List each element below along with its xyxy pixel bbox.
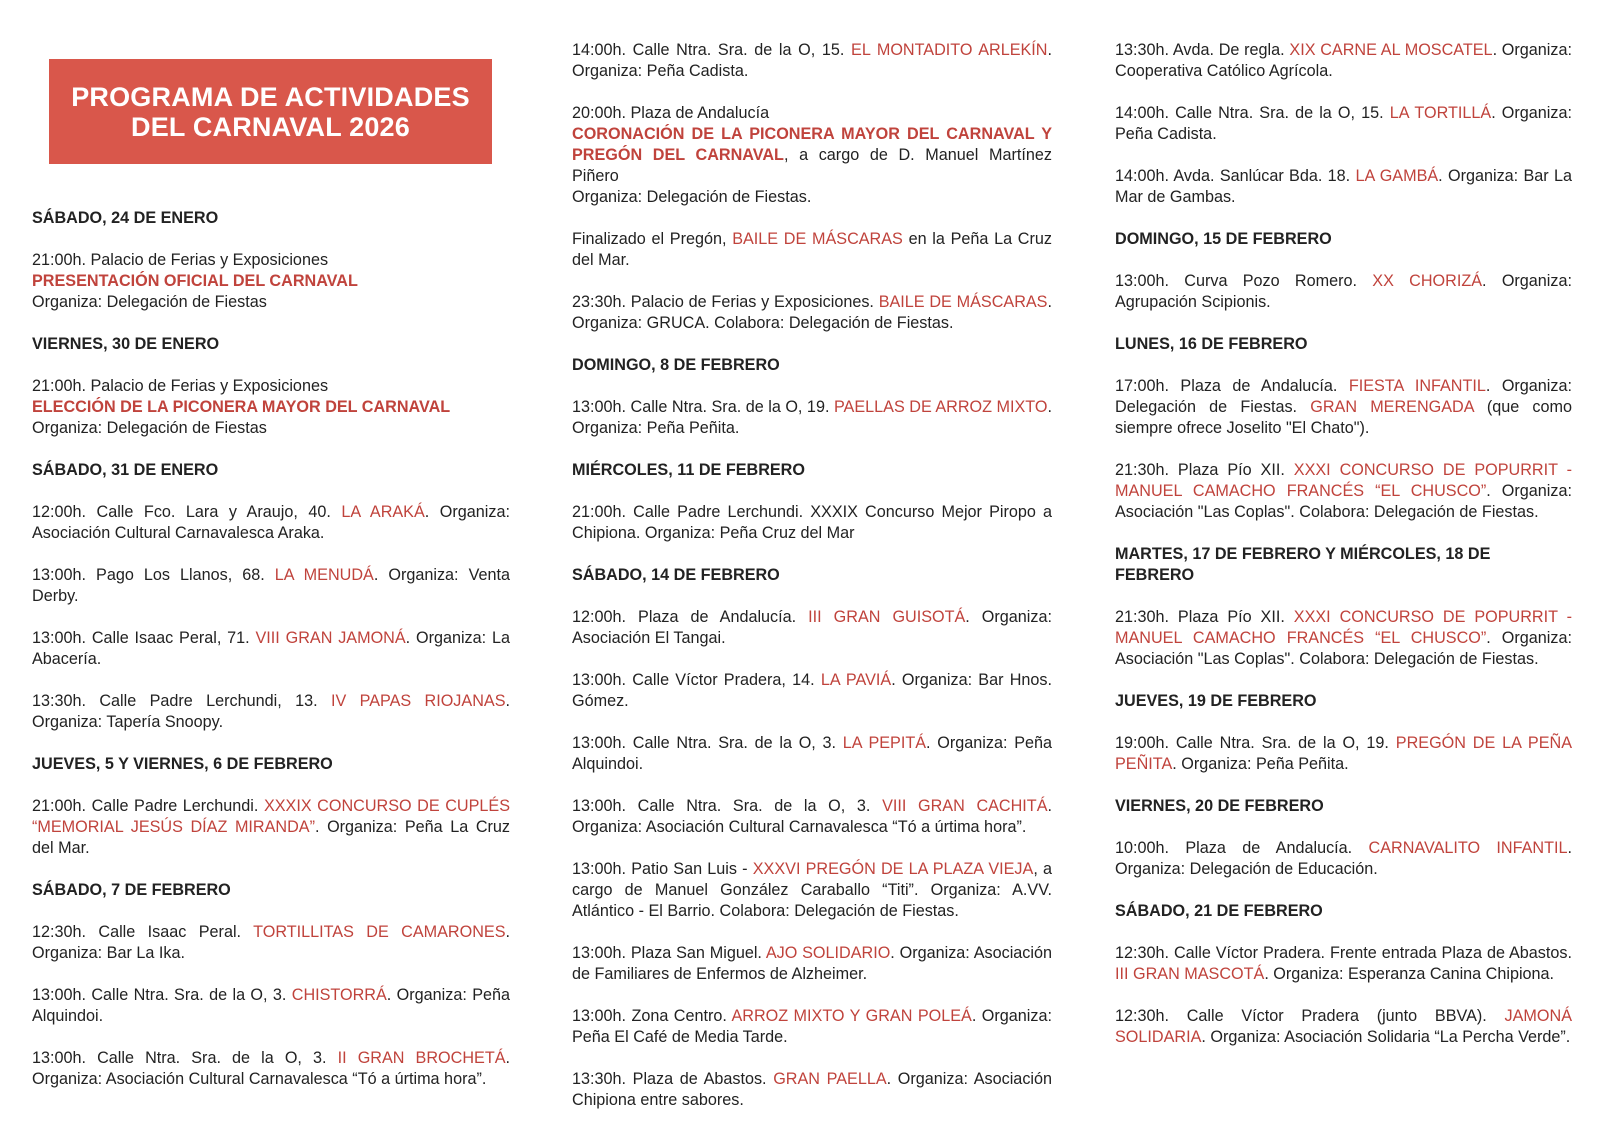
event-title: ELECCIÓN DE LA PICONERA MAYOR DEL CARNAVAL (32, 398, 451, 416)
event-text: . Organiza: Agrupación Scipionis. (1115, 272, 1572, 311)
event-entry (572, 796, 1052, 838)
event-text: . Organiza: Tapería Snoopy. (32, 692, 510, 731)
event-text: 12:30h. Calle Isaac Peral. (32, 923, 254, 941)
title-line-1: PROGRAMA DE ACTIVIDADES (71, 81, 470, 112)
event-text: 13:00h. Calle Ntra. Sra. de la O, 19. (572, 398, 834, 416)
event-text: . Organiza: Peña Alquindoi. (32, 986, 510, 1025)
event-title: LA PEPITÁ (842, 734, 927, 752)
event-title: CHISTORRÁ (291, 986, 387, 1004)
program-title-box (49, 59, 492, 164)
event-text: 14:00h. Calle Ntra. Sra. de la O, 15. (1115, 104, 1390, 122)
event-entry (32, 565, 510, 607)
event-title: XXXI CONCURSO DE POPURRIT - MANUEL CAMACHO FRANCÉS “EL CHUSCO” (1115, 608, 1572, 647)
event-text: 12:00h. Plaza de Andalucía. (572, 608, 809, 626)
event-entry (32, 1048, 510, 1090)
event-title: JAMONÁ SOLIDARIA (1115, 1007, 1572, 1046)
event-text: , a cargo de Manuel González Caraballo “Titi”. Organiza: A.VV. Atlántico - El Barrio. Colabora: Delegación de Fiestas. (572, 860, 1053, 920)
event-text: . Organiza: Bar La Mar de Gambas. (1115, 167, 1572, 206)
day-heading: JUEVES, 19 DE FEBRERO (1115, 692, 1317, 710)
event-entry (32, 691, 510, 733)
event-text: 13:00h. Patio San Luis - (572, 860, 753, 878)
event-entry (572, 1006, 1052, 1048)
day-heading: SÁBADO, 24 DE ENERO (32, 209, 219, 227)
event-text: 12:30h. Calle Víctor Pradera (junto BBVA). (1115, 1007, 1505, 1025)
event-text: . Organiza: La Abacería. (32, 629, 510, 668)
event-entry (32, 502, 510, 544)
event-title: LA PAVIÁ (820, 671, 892, 689)
event-title: III GRAN GUISOTÁ (808, 608, 966, 626)
event-title: XX CHORIZÁ (1372, 272, 1483, 290)
event-entry (572, 397, 1052, 439)
event-text: Finalizado el Pregón, (572, 230, 733, 248)
event-title: LA ARAKÁ (341, 503, 425, 521)
event-text: Organiza: Delegación de Fiestas. (572, 188, 812, 206)
day-heading: VIERNES, 20 DE FEBRERO (1115, 797, 1324, 815)
event-entry (32, 796, 510, 859)
event-text: . Organiza: Peña Cadista. (572, 41, 1052, 80)
event-entry (32, 985, 510, 1027)
event-text: 13:00h. Calle Ntra. Sra. de la O, 3. (572, 734, 843, 752)
event-title: GRAN PAELLA (773, 1070, 887, 1088)
day-heading: MARTES, 17 DE FEBRERO Y MIÉRCOLES, 18 DE FEBRERO (1115, 545, 1491, 584)
column-1 (32, 59, 510, 1111)
event-entry (572, 733, 1052, 775)
event-title: CARNAVALITO INFANTIL (1368, 839, 1568, 857)
event-text: en la Peña La Cruz del Mar. (572, 230, 1052, 269)
event-text: 21:30h. Plaza Pío XII. (1115, 461, 1294, 479)
day-heading: MIÉRCOLES, 11 DE FEBRERO (572, 461, 805, 479)
event-entry (1115, 103, 1572, 145)
event-text: . Organiza: Delegación de Educación. (1115, 839, 1572, 878)
event-entry (1115, 943, 1572, 985)
event-text: 14:00h. Calle Ntra. Sra. de la O, 15. (572, 41, 852, 59)
event-text: 13:00h. Plaza San Miguel. (572, 944, 766, 962)
column-1-body (32, 208, 510, 1090)
event-title: CORONACIÓN DE LA PICONERA MAYOR DEL CARNAVAL Y PREGÓN DEL CARNAVAL (572, 125, 1052, 164)
event-text: 17:00h. Plaza de Andalucía. (1115, 377, 1349, 395)
event-text: . Organiza: Asociación de Familiares de Enfermos de Alzheimer. (572, 944, 1052, 983)
event-text: , a cargo de D. Manuel Martínez Piñero (572, 146, 1053, 185)
event-text: 13:30h. Plaza de Abastos. (572, 1070, 774, 1088)
event-text: . Organiza: Asociación El Tangai. (572, 608, 1052, 647)
event-text: . Organiza: Peña Cadista. (1115, 104, 1572, 143)
title-line-2: DEL CARNAVAL 2026 (131, 111, 410, 142)
event-entry (572, 40, 1052, 82)
event-text: . Organiza: Asociación Chipiona entre sabores. (572, 1070, 1053, 1109)
event-text: 13:00h. Zona Centro. (572, 1007, 732, 1025)
event-text: 12:30h. Calle Víctor Pradera. Frente entrada Plaza de Abastos. (1115, 944, 1572, 962)
event-entry (572, 229, 1052, 271)
event-title: XXXIX CONCURSO DE CUPLÉS “MEMORIAL JESÚS DÍAZ MIRANDA” (32, 797, 510, 836)
event-text: . Organiza: Asociación Cultural Carnavalesca “Tó a úrtima hora”. (32, 1049, 510, 1088)
event-title: LA MENUDÁ (274, 566, 374, 584)
event-text: . Organiza: Asociación Cultural Carnavalesca Araka. (32, 503, 510, 542)
event-text: Organiza: Delegación de Fiestas (32, 293, 267, 311)
event-title: VIII GRAN CACHITÁ (882, 797, 1048, 815)
event-entry (32, 250, 510, 313)
event-entry (572, 292, 1052, 334)
event-entry (572, 670, 1052, 712)
event-text: . Organiza: Asociación Cultural Carnavalesca “Tó a úrtima hora”. (572, 797, 1052, 836)
event-title: LA TORTILLÁ (1389, 104, 1492, 122)
event-text: 13:30h. Calle Padre Lerchundi, 13. (32, 692, 331, 710)
event-text: 21:00h. Palacio de Ferias y Exposiciones (32, 377, 329, 395)
event-text: 19:00h. Calle Ntra. Sra. de la O, 19. (1115, 734, 1396, 752)
day-heading: SÁBADO, 21 DE FEBRERO (1115, 902, 1323, 920)
event-text: . Organiza: Peña Alquindoi. (572, 734, 1052, 773)
day-heading: SÁBADO, 31 DE ENERO (32, 461, 219, 479)
event-text: 13:00h. Calle Isaac Peral, 71. (32, 629, 256, 647)
event-entry (32, 922, 510, 964)
event-text: . Organiza: Cooperativa Católico Agrícola. (1115, 41, 1572, 80)
event-text: . Organiza: Venta Derby. (32, 566, 510, 605)
event-text: 13:30h. Avda. De regla. (1115, 41, 1290, 59)
column-2 (572, 40, 1052, 1132)
day-heading: JUEVES, 5 Y VIERNES, 6 DE FEBRERO (32, 755, 333, 773)
event-entry (1115, 40, 1572, 82)
day-heading: LUNES, 16 DE FEBRERO (1115, 335, 1308, 353)
event-title: XIX CARNE AL MOSCATEL (1289, 41, 1493, 59)
event-title: PREGÓN DE LA PEÑA PEÑITA (1115, 734, 1573, 773)
event-text: . Organiza: Bar Hnos. Gómez. (572, 671, 1052, 710)
event-entry (32, 628, 510, 670)
event-title: PRESENTACIÓN OFICIAL DEL CARNAVAL (32, 272, 358, 290)
event-text: . Organiza: Peña El Café de Media Tarde. (572, 1007, 1052, 1046)
event-entry (572, 502, 1052, 544)
event-text: . Organiza: GRUCA. Colabora: Delegación de Fiestas. (572, 293, 1052, 332)
event-title: IV PAPAS RIOJANAS (330, 692, 506, 710)
event-text: 13:00h. Calle Ntra. Sra. de la O, 3. (572, 797, 883, 815)
event-title: III GRAN MASCOTÁ (1115, 965, 1265, 983)
event-title: FIESTA INFANTIL (1348, 377, 1486, 395)
event-title: GRAN MERENGADA (1310, 398, 1474, 416)
event-title: LA GAMBÁ (1355, 167, 1439, 185)
event-text: 20:00h. Plaza de Andalucía (572, 104, 770, 122)
event-text: . Organiza: Delegación de Fiestas. (1115, 377, 1572, 416)
event-text: 14:00h. Avda. Sanlúcar Bda. 18. (1115, 167, 1356, 185)
event-entry (572, 859, 1052, 922)
event-title: AJO SOLIDARIO (765, 944, 891, 962)
event-text: 12:00h. Calle Fco. Lara y Araujo, 40. (32, 503, 342, 521)
event-text: 13:00h. Curva Pozo Romero. (1115, 272, 1373, 290)
column-3-body (1115, 40, 1572, 1048)
event-text: 21:30h. Plaza Pío XII. (1115, 608, 1294, 626)
event-text: 13:00h. Calle Víctor Pradera, 14. (572, 671, 821, 689)
event-title: VIII GRAN JAMONÁ (255, 629, 406, 647)
event-text: . Organiza: Asociación "Las Coplas". Colabora: Delegación de Fiestas. (1115, 482, 1572, 521)
event-text: . Organiza: Esperanza Canina Chipiona. (1264, 965, 1555, 983)
day-heading: DOMINGO, 8 DE FEBRERO (572, 356, 780, 374)
event-entry (572, 1069, 1052, 1111)
event-entry (1115, 271, 1572, 313)
event-text: 21:00h. Palacio de Ferias y Exposiciones (32, 251, 329, 269)
event-text: . Organiza: Asociación "Las Coplas". Colabora: Delegación de Fiestas. (1115, 629, 1572, 668)
event-entry (572, 103, 1052, 208)
event-text: . Organiza: Bar La Ika. (32, 923, 510, 962)
event-entry (572, 607, 1052, 649)
event-entry (1115, 376, 1572, 439)
event-title: PAELLAS DE ARROZ MIXTO (833, 398, 1048, 416)
event-text: . Organiza: Asociación Solidaria “La Percha Verde”. (1201, 1028, 1571, 1046)
day-heading: VIERNES, 30 DE ENERO (32, 335, 220, 353)
event-title: ARROZ MIXTO Y GRAN POLEÁ (731, 1007, 972, 1025)
column-3 (1115, 40, 1572, 1069)
day-heading: SÁBADO, 7 DE FEBRERO (32, 881, 231, 899)
event-text: 21:00h. Calle Padre Lerchundi. (32, 797, 264, 815)
day-heading: DOMINGO, 15 DE FEBRERO (1115, 230, 1332, 248)
event-entry (1115, 733, 1572, 775)
event-text: 13:00h. Pago Los Llanos, 68. (32, 566, 275, 584)
event-title: EL MONTADITO ARLEKÍN (851, 41, 1048, 59)
event-entry (1115, 838, 1572, 880)
event-text: 13:00h. Calle Ntra. Sra. de la O, 3. (32, 986, 292, 1004)
event-text: 21:00h. Calle Padre Lerchundi. XXXIX Concurso Mejor Piropo a Chipiona. Organiza: Peña Cruz del Mar (572, 503, 1052, 542)
event-title: XXXVI PREGÓN DE LA PLAZA VIEJA (752, 860, 1034, 878)
event-title: BAILE DE MÁSCARAS (878, 293, 1048, 311)
event-text: 13:00h. Calle Ntra. Sra. de la O, 3. (32, 1049, 338, 1067)
day-heading: SÁBADO, 14 DE FEBRERO (572, 566, 780, 584)
event-text: . Organiza: Peña Peñita. (572, 398, 1052, 437)
event-entry (1115, 607, 1572, 670)
event-title: II GRAN BROCHETÁ (337, 1049, 506, 1067)
event-title: TORTILLITAS DE CAMARONES (253, 923, 506, 941)
event-title: BAILE DE MÁSCARAS (732, 230, 903, 248)
event-text: . Organiza: Peña Peñita. (1172, 755, 1349, 773)
event-text: . Organiza: Peña La Cruz del Mar. (32, 818, 510, 857)
event-title: XXXI CONCURSO DE POPURRIT - MANUEL CAMACHO FRANCÉS “EL CHUSCO” (1115, 461, 1572, 500)
event-entry (1115, 460, 1572, 523)
event-entry (1115, 1006, 1572, 1048)
event-entry (1115, 166, 1572, 208)
event-text: 10:00h. Plaza de Andalucía. (1115, 839, 1369, 857)
column-2-body (572, 40, 1052, 1111)
event-entry (32, 376, 510, 439)
event-entry (572, 943, 1052, 985)
event-text: Organiza: Delegación de Fiestas (32, 419, 267, 437)
event-text: (que como siempre ofrece Joselito "El Chato"). (1115, 398, 1572, 437)
event-text: 23:30h. Palacio de Ferias y Exposiciones. (572, 293, 879, 311)
